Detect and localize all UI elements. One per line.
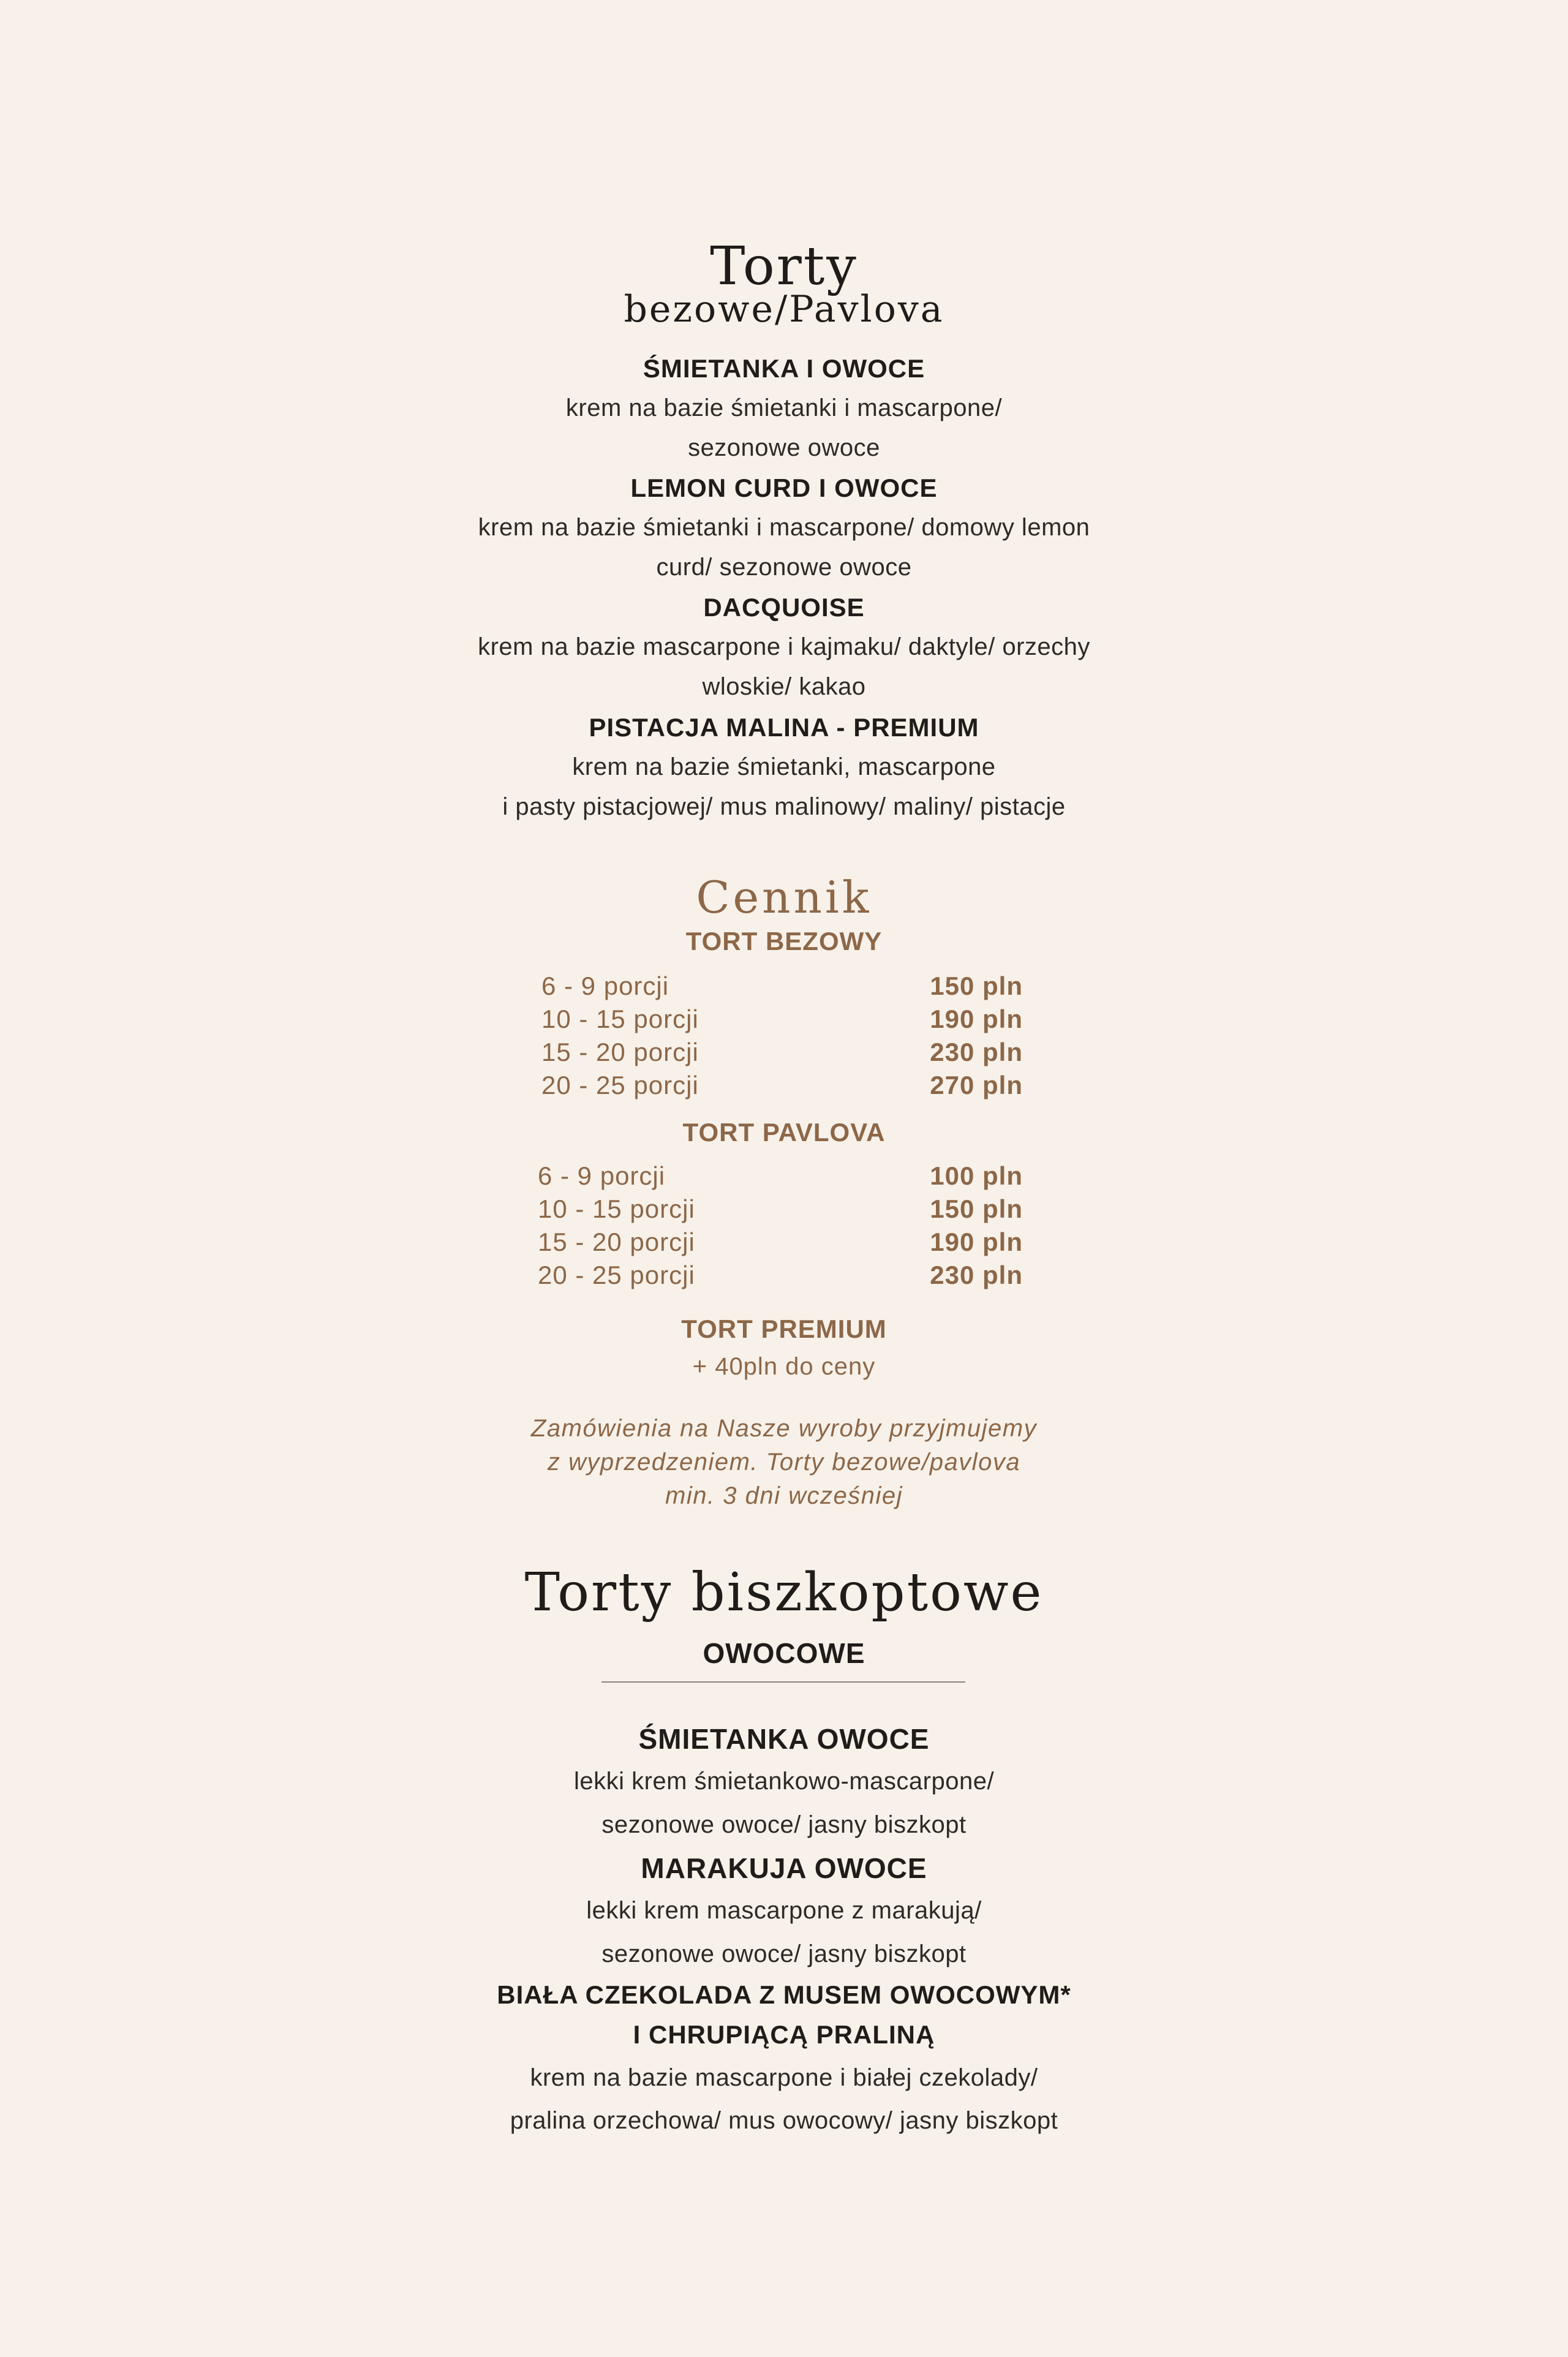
item-desc: curd/ sezonowe owoce xyxy=(656,554,912,581)
portion-label: 15 - 20 porcji xyxy=(538,1228,695,1256)
item-desc: krem na bazie śmietanki i mascarpone/ domowy lemon xyxy=(478,514,1090,541)
item-desc: krem na bazie śmietanki, mascarpone xyxy=(572,753,996,780)
price-value: 230 pln xyxy=(930,1261,1023,1289)
premium-text: + 40pln do ceny xyxy=(692,1353,876,1380)
order-note-line: min. 3 dni wcześniej xyxy=(665,1482,903,1509)
section-title-biszkoptowe: Torty biszkoptowe xyxy=(524,1562,1044,1623)
pricing-title: Cennik xyxy=(696,872,872,923)
item-desc: pralina orzechowa/ mus owocowy/ jasny biszkopt xyxy=(510,2107,1058,2134)
price-value: 270 pln xyxy=(930,1071,1023,1099)
section-subtitle-bezowe: bezowe/Pavlova xyxy=(624,288,944,331)
divider xyxy=(601,1681,965,1683)
price-group-name: TORT BEZOWY xyxy=(685,927,883,956)
item-desc: krem na bazie mascarpone i kajmaku/ daktyle/ orzechy xyxy=(478,633,1090,660)
price-value: 100 pln xyxy=(930,1161,1023,1190)
price-value: 150 pln xyxy=(930,971,1023,1000)
item-desc: krem na bazie śmietanki i mascarpone/ xyxy=(565,394,1003,421)
order-note-line: Zamówienia na Nasze wyroby przyjmujemy xyxy=(530,1415,1038,1442)
item-desc: lekki krem mascarpone z marakują/ xyxy=(586,1897,982,1924)
price-value: 190 pln xyxy=(930,1228,1023,1256)
item-desc: lekki krem śmietankowo-mascarpone/ xyxy=(573,1768,995,1795)
item-name: I CHRUPIĄCĄ PRALINĄ xyxy=(633,2020,935,2049)
price-value: 150 pln xyxy=(930,1194,1023,1223)
item-name: LEMON CURD I OWOCE xyxy=(630,473,938,502)
item-desc: wloskie/ kakao xyxy=(702,673,866,700)
premium-name: TORT PREMIUM xyxy=(681,1314,887,1343)
portion-label: 20 - 25 porcji xyxy=(538,1261,695,1289)
portion-label: 20 - 25 porcji xyxy=(541,1071,699,1099)
portion-label: 10 - 15 porcji xyxy=(538,1194,695,1223)
item-desc: krem na bazie mascarpone i białej czekolady/ xyxy=(530,2064,1038,2091)
item-name: MARAKUJA OWOCE xyxy=(641,1852,927,1884)
item-name: ŚMIETANKA OWOCE xyxy=(638,1723,930,1755)
portion-label: 15 - 20 porcji xyxy=(541,1038,699,1066)
price-group-name: TORT PAVLOVA xyxy=(682,1118,886,1147)
order-note-line: z wyprzedzeniem. Torty bezowe/pavlova xyxy=(547,1449,1021,1476)
section-title-torty: Torty xyxy=(710,236,858,297)
portion-label: 6 - 9 porcji xyxy=(541,971,669,1000)
portion-label: 6 - 9 porcji xyxy=(538,1161,666,1190)
price-value: 230 pln xyxy=(930,1038,1023,1066)
item-name: ŚMIETANKA I OWOCE xyxy=(643,354,925,383)
item-desc: sezonowe owoce/ jasny biszkopt xyxy=(601,1940,967,1967)
category-label: OWOCOWE xyxy=(703,1637,865,1669)
item-name: DACQUOISE xyxy=(703,593,865,622)
item-name: PISTACJA MALINA - PREMIUM xyxy=(589,713,979,742)
price-value: 190 pln xyxy=(930,1005,1023,1033)
portion-label: 10 - 15 porcji xyxy=(541,1005,699,1033)
item-name: BIAŁA CZEKOLADA Z MUSEM OWOCOWYM* xyxy=(497,1980,1071,2009)
item-desc: sezonowe owoce/ jasny biszkopt xyxy=(601,1811,967,1838)
item-desc: sezonowe owoce xyxy=(688,434,880,461)
item-desc: i pasty pistacjowej/ mus malinowy/ maliny/ pistacje xyxy=(502,793,1066,820)
